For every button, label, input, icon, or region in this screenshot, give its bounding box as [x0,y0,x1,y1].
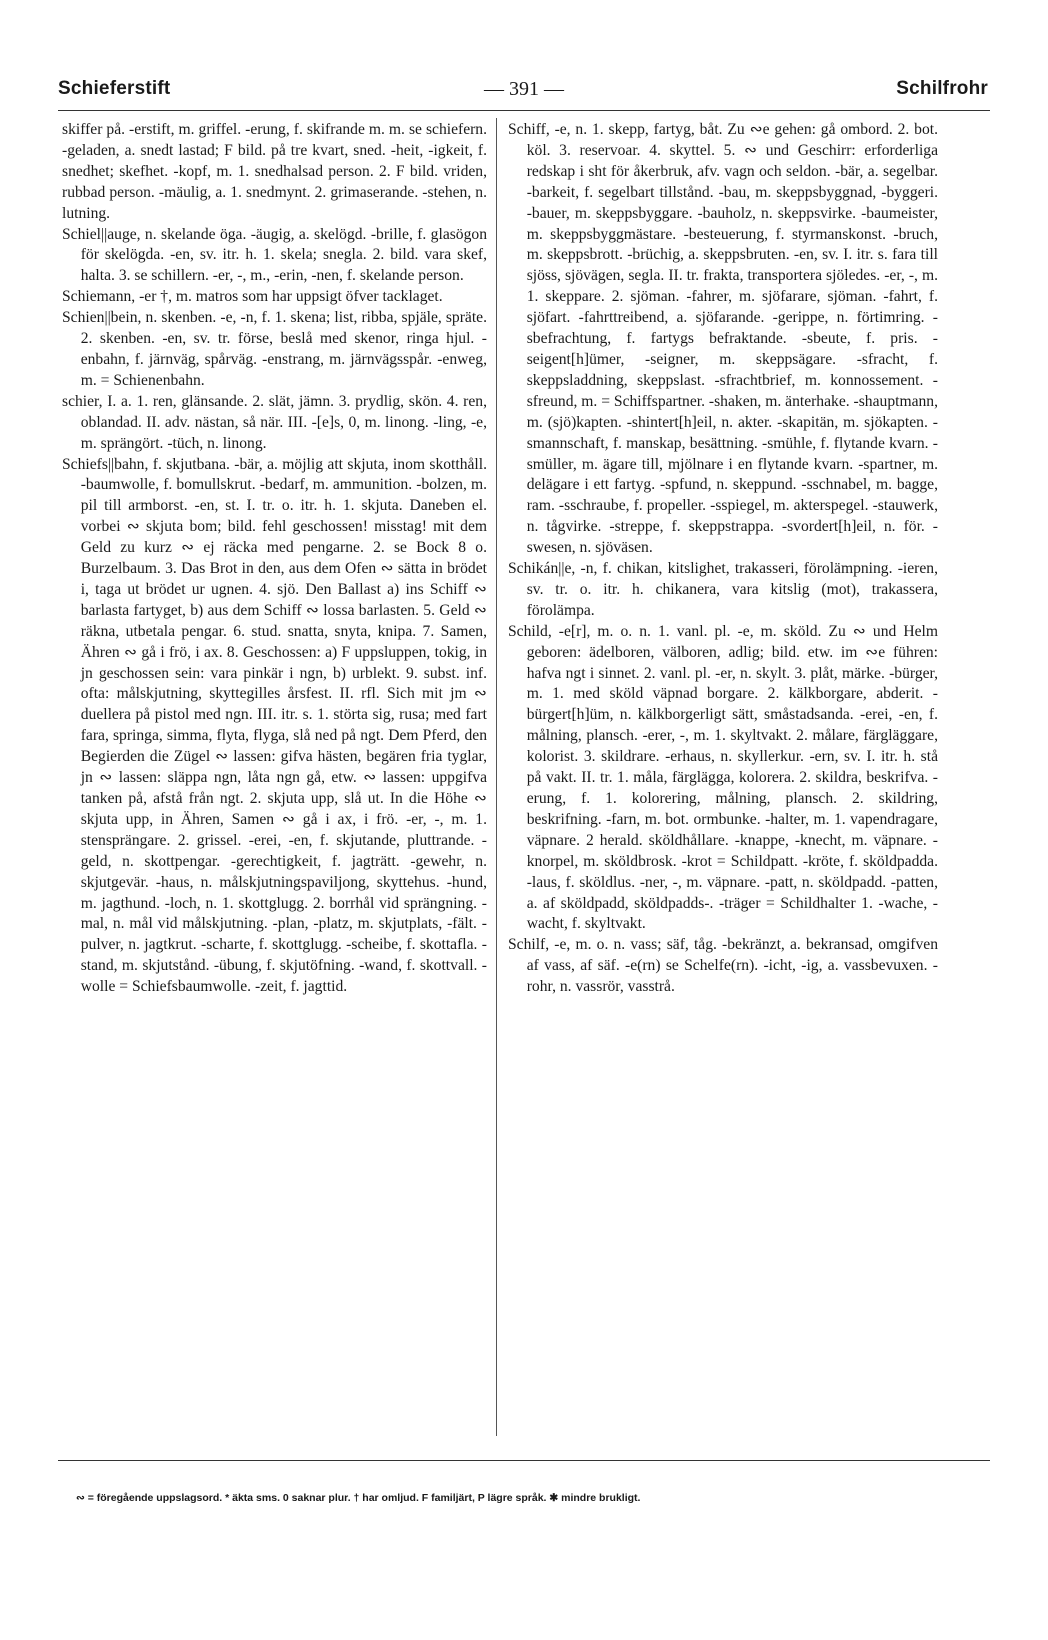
dictionary-entry: Schikán||e, -n, f. chikan, kitslighet, trakasseri, förolämpning. -ieren, sv. tr. o. itr. h. chikanera, vara kitslig (mot), trakassera, förolämpa. [508,560,938,619]
footer-rule [58,1460,990,1461]
page-number: — 391 — [484,78,564,100]
dictionary-entry: Schiel||auge, n. skelande öga. -äugig, a. skelögd. -brille, f. glasögon för skelögda. -en, sv. itr. h. 1. skela; snegla. 2. bild. vara skef, halta. 3. se schillern. -er, -, m., -erin, -nen, f. skelande person. [62,225,487,285]
dictionary-entry: Schild, -e[r], m. o. n. 1. vanl. pl. -e, m. sköld. Zu ∾ und Helm geboren: ädelboren, välboren, adlig; bild. etw. im ∾e führen: hafva ngt i sinnet. 2. vanl. pl. -er, n. skylt. 3. plåt, märke. -bürger, m. 1. med sköld väpnad borgare. 2. kälkborgare, abderit. -bürgert[h]üm, n. kälkborgerligt sätt, småstadsanda. -erei, -en, f. målning, plansch. -erer, -, m. 1. skyltvakt. 2. målare, färgläggare, kolorist. 3. skildrare. -erhaus, n. skyllerkur. -ern, sv. I. itr. h. stå på vakt. II. tr. 1. måla, färglägga, kolorera. 2. skildra, beskrifva. -erung, f. 1. kolorering, målning, plansch. 2. skildring, beskrifning. -farn, m. bot. ormbunke. -halter, m. 1. vapendragare, väpnare. 2 herald. sköldhållare. -knappe, -knecht, m. väpnare. -knorpel, m. sköldbrosk. -krot = Schildpatt. -kröte, f. sköldpadda. -laus, f. sköldlus. -ner, -, m. väpnare. -patt, n. sköldpadd. -patten, a. af sköldpadd, sköldpadds-. -träger = Schildhalter 1. -wache, -wacht, f. skyltvakt. [508,622,938,933]
dictionary-entry: Schiefs||bahn, f. skjutbana. -bär, a. möjlig att skjuta, inom skotthåll. -baumwolle, f. bomullskrut. -bedarf, m. ammunition. -bolzen, m. pil till armborst. -en, st. I. tr. o. itr. h. 1. skjuta. Daneben el. vorbei ∾ skjuta bom; bild. fehl geschossen! misstag! mit dem Geld zu kurz ∾ ej räcka med pengarne. 2. se Bock 8 o. Burzelbaum. 3. Das Brot in den, aus dem Ofen ∾ sätta in brödet i, taga ut brödet ur ugnen. 4. sjö. Den Ballast a) ins Schiff ∾ barlasta fartyget, b) aus dem Schiff ∾ lossa barlasten. 5. Geld ∾ räkna, utbetala pengar. 6. stud. snatta, snyta, knipa. 7. Samen, Ähren ∾ gå i frö, i ax. 8. Geschossen: a) F uppsluppen, tokig, in jn geschossen sein: vara pinkär i ngn, b) urblekt. 9. subst. inf. ofta: målskjutning, skyttegilles årsfest. II. rfl. Sich mit jm ∾ duellera på pistol med ngn. III. itr. s. 1. störta sig, rusa; med fart fara, springa, simma, flyta, flyga, slå ned på ngt. Dem Pferd, den Begierden die Zügel ∾ lassen: gifva hästen, begären fria tyglar, jn ∾ lassen: släppa ngn, låta ngn gå, etw. ∾ lassen: uppgifva tanken på, afstå från ngt. 2. skjuta upp, slå ut. In die Höhe ∾ skjuta upp, in Ähren, Samen ∾ gå i ax, i frö. -er, -, m. 1. stensprängare. 2. grissel. -erei, -en, f. skjutande, pluttrande. -geld, n. skottpengar. -gerechtigkeit, f. jagträtt. -gewehr, n. skjutgevär. -haus, n. målskjutningspaviljong, skyttehus. -hund, m. jagthund. -loch, n. 1. skottglugg. 2. borrhål vid sprängning. -mal, n. mål vid målskjutning. -plan, -platz, m. skjutplats, -fält. -pulver, n. jagtkrut. -scharte, f. skottglugg. -scheibe, f. skottafla. -stand, m. skjutstånd. -übung, f. skjutöfning. -wand, f. skottvall. -wolle = Schiefsbaumwolle. -zeit, f. jagttid. [62,455,487,996]
dictionary-entry: Schiemann, -er †, m. matros som har uppsigt öfver tacklaget. [62,288,443,306]
header-first-word: Schieferstift [58,78,171,99]
dictionary-entry: Schilf, -e, m. o. n. vass; säf, tåg. -bekränzt, a. bekransad, omgifven af vass, af säf. -e(rn) se Schelfe(rn). -icht, -ig, a. vassbevuxen. -rohr, n. vassrör, vasstrå. [508,936,938,996]
left-column [62,120,487,998]
header-last-word: Schilfrohr [896,78,988,99]
dictionary-entry: Schiff, -e, n. 1. skepp, fartyg, båt. Zu ∾e gehen: gå ombord. 2. bot. köl. 3. reservoar. 4. skyttel. 5. ∾ und Geschirr: erforderliga redskap i sht för åkerbruk, afv. vagn och seldon. -bär, a. segelbar. -barkeit, f. segelbart tillstånd. -bau, m. skeppsbyggnad, -byggeri. -bauer, m. skeppsbyggare. -bauholz, n. skeppsvirke. -baumeister, m. skeppsbyggmästare. -besteuerung, f. styrmanskonst. -bruch, m. skeppsbrott. -brüchig, a. skeppsbruten. -en, sv. I. itr. s. fara till sjöss, sjövägen, segla. II. tr. frakta, transportera sjöledes. -er, -, m. 1. skeppare. 2. sjöman. -fahrer, m. sjöfarare, sjöman. -fahrt, f. sjöfart. -fahrttreibend, a. sjöfarande. -gerippe, n. förtimring. -sbefrachtung, f. fartygs befraktande. -sbeute, f. pris. -seigent[h]ümer, -seigner, m. skeppsägare. -sfracht, f. skeppsladdning, skeppslast. -sfrachtbrief, m. konnossement. -sfreund, m. = Schiffspartner. -shaken, m. änterhake. -shauptmann, m. (sjö)kapten. -shintert[h]eil, n. akter. -skapitän, m. sjökapten. -smannschaft, f. manskap, besättning. -smühle, f. flytande kvarn. -smüller, m. ägare till, mjölnare i en flytande kvarn. -spartner, m. delägare i ett fartyg. -spfund, n. skeppund. -sschnabel, m. bagge, ram. -sschraube, f. propeller. -sspiegel, m. akterspegel. -stauwerk, n. tågvirke. -streppe, f. skeppstrappa. -svordert[h]eil, n. för. -swesen, n. sjöväsen. [508,121,938,557]
dictionary-entry: schier, I. a. 1. ren, glänsande. 2. slät, jämn. 3. prydlig, skön. 4. ren, oblandad. II. adv. nästan, så när. III. -[e]s, 0, m. linong. -ling, -e, m. sprängört. -tüch, n. linong. [62,392,487,452]
header-rule [58,110,990,111]
right-column [508,120,938,998]
dictionary-entry: skiffer på. -erstift, m. griffel. -erung, f. skifrande m. m. se schiefern. -geladen, a. snedt lastad; F bild. på tre kvart, sned. -heit, -igkeit, f. snedhet; skefhet. -kopf, m. 1. snedhalsad person. 2. F bild. vriden, rubbad person. -mäulig, a. 1. snedmynt. 2. grimaserande. -stehen, n. lutning. [62,121,487,222]
column-divider [496,118,497,1436]
dictionary-entry: Schien||bein, n. skenben. -e, -n, f. 1. skena; list, ribba, spjäle, spräte. 2. skenben. -en, sv. tr. förse, beslå med skenor, ringa hjul. -enbahn, f. järnväg, spårväg. -enstrang, m. järnvägsspår. -enweg, m. = Schienenbahn. [62,309,487,389]
abbreviation-legend: ∾ = föregående uppslagsord. * äkta sms. 0 saknar plur. † har omljud. F familjärt, P lägre språk. ✱ mindre brukligt. [76,1492,641,1504]
